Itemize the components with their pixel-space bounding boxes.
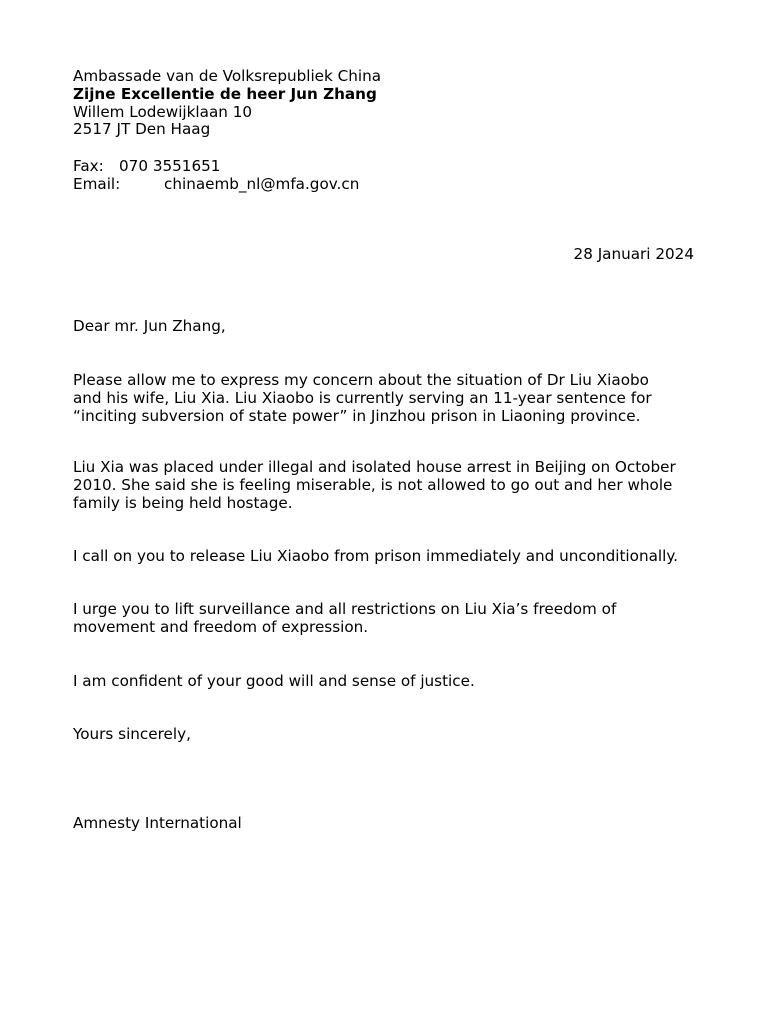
- fax-label: Fax:: [73, 157, 104, 175]
- email-line: [73, 176, 698, 194]
- paragraph-line: family is being held hostage.: [73, 493, 293, 512]
- paragraph-line: Please allow me to express my concern about the situation of Dr Liu Xiaobo: [73, 371, 649, 389]
- paragraph-line: Liu Xia was placed under illegal and isolated house arrest in Beijing on October: [73, 458, 676, 476]
- paragraph-line: “inciting subversion of state power” in Jinzhou prison in Liaoning province.: [73, 406, 641, 425]
- recipient-street: Willem Lodewijklaan 10: [73, 102, 253, 121]
- paragraph-release-call: [73, 548, 698, 566]
- paragraph-confidence: [73, 673, 698, 691]
- fax-number: 070 3551651: [119, 157, 221, 175]
- paragraph-line: I am confident of your good will and sense of justice.: [73, 672, 475, 690]
- paragraph-line: I call on you to release Liu Xiaobo from prison immediately and unconditionally.: [73, 547, 678, 565]
- email-label: Email:: [73, 174, 121, 193]
- paragraph-line: movement and freedom of expression.: [73, 617, 369, 636]
- paragraph-line: 2010. She said she is feeling miserable, is not allowed to go out and her whole: [73, 475, 673, 494]
- paragraph-line: I urge you to lift surveillance and all restrictions on Liu Xia’s freedom of: [73, 600, 617, 618]
- letter-date: 28 Januari 2024: [573, 245, 694, 263]
- paragraph-surveillance: [73, 601, 698, 637]
- signature: Amnesty International: [73, 814, 242, 832]
- recipient-name: Zijne Excellentie de heer Jun Zhang: [73, 84, 377, 103]
- salutation: Dear mr. Jun Zhang,: [73, 317, 226, 335]
- recipient-address: [73, 68, 698, 139]
- email-address: chinaemb_nl@mfa.gov.cn: [164, 174, 360, 193]
- paragraph-line: and his wife, Liu Xia. Liu Xiaobo is currently serving an 11-year sentence for: [73, 388, 652, 407]
- contact-details: [73, 158, 698, 194]
- fax-line: [73, 158, 698, 176]
- recipient-organisation: Ambassade van de Volksrepubliek China: [73, 67, 382, 85]
- closing: Yours sincerely,: [73, 725, 191, 743]
- recipient-city: 2517 JT Den Haag: [73, 120, 211, 139]
- paragraph-concern: [73, 372, 698, 425]
- paragraph-house-arrest: [73, 459, 698, 512]
